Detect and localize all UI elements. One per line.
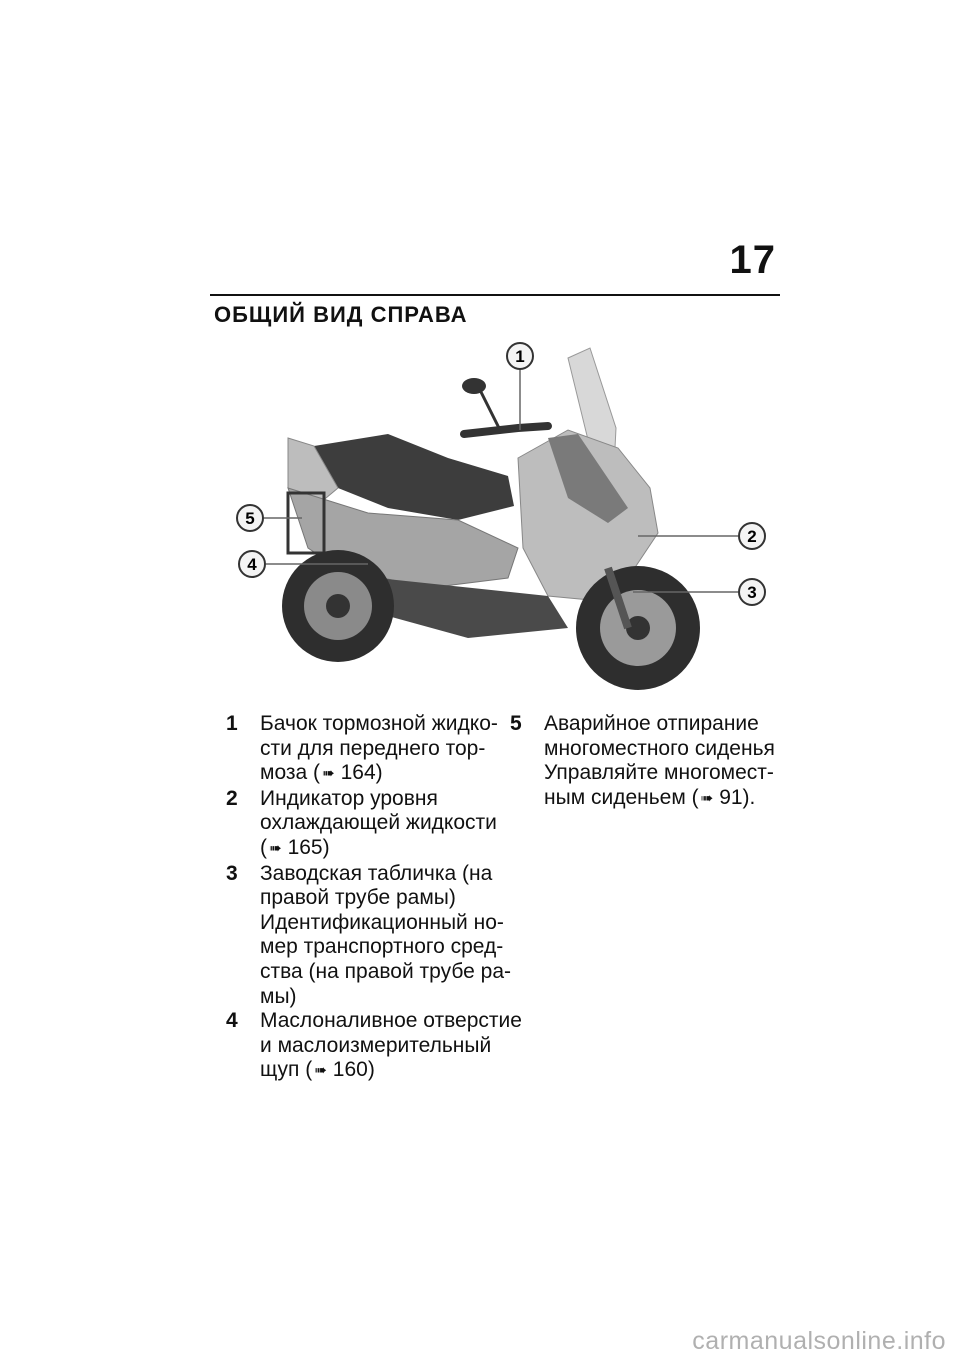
legend-number: 1 xyxy=(226,712,238,735)
page-reference[interactable]: 91). xyxy=(719,785,756,809)
legend-number: 5 xyxy=(510,712,522,735)
callout-5 xyxy=(237,505,263,531)
legend-number: 4 xyxy=(226,1009,238,1033)
legend-text: Индикатор уровня xyxy=(260,786,438,810)
section-title: ОБЩИЙ ВИД СПРАВА xyxy=(214,302,468,327)
callout-2 xyxy=(739,523,765,549)
legend-number: 3 xyxy=(226,861,238,885)
arrow-reference-icon: ➠ xyxy=(269,839,282,857)
legend-text: многоместного сиденья xyxy=(544,736,775,760)
svg-text:2: 2 xyxy=(747,527,757,546)
legend-number: 2 xyxy=(226,786,238,810)
legend-text: Бачок тормозной жидко- xyxy=(260,712,498,735)
legend-text: Управляйте многомест- xyxy=(544,761,774,785)
svg-text:1: 1 xyxy=(515,347,525,366)
arrow-reference-icon: ➠ xyxy=(314,1062,327,1080)
legend-text: моза xyxy=(260,761,308,785)
callout-1 xyxy=(507,343,533,369)
arrow-reference-icon: ➠ xyxy=(700,789,714,807)
page-reference[interactable]: 165) xyxy=(287,835,330,859)
legend-text: мы) xyxy=(260,984,297,1008)
page-reference[interactable]: 160) xyxy=(332,1058,375,1082)
legend-text: ства (на правой трубе ра- xyxy=(260,959,512,983)
legend-text: ным сиденьем xyxy=(544,785,686,809)
svg-text:4: 4 xyxy=(247,555,257,574)
legend-text: Заводская табличка (на xyxy=(260,861,493,885)
svg-text:3: 3 xyxy=(747,583,757,602)
svg-text:5: 5 xyxy=(245,509,255,528)
scooter-illustration xyxy=(218,338,778,690)
callout-3 xyxy=(739,579,765,605)
legend-text: Маслоналивное отверстие xyxy=(260,1009,522,1033)
legend-item-2: 2 Индикатор уровня охлаждающей жидкости ( ➠ 165) xyxy=(226,787,496,862)
legend-text: и маслоизмерительный xyxy=(260,1033,492,1057)
legend-text: правой трубе рамы) xyxy=(260,886,456,910)
legend-text: сти для переднего тор- xyxy=(260,736,486,760)
legend-text: щуп xyxy=(260,1058,300,1082)
legend-item-5: 5 Аварийное отпирание многоместного сиденья Управляйте многомест- ным сиденьем ( ➠ 91). xyxy=(510,712,770,811)
legend-item-1: 1 Бачок тормозной жидко- сти для переднего тор- моза ( ➠ 164) xyxy=(226,712,496,787)
legend-text: мер транспортного сред- xyxy=(260,935,504,959)
legend-right-column xyxy=(510,712,775,811)
page-reference[interactable]: 164) xyxy=(340,761,383,785)
legend-text: Аварийное отпирание xyxy=(544,712,759,735)
legend-text: охлаждающей жидкости xyxy=(260,811,497,835)
legend-item-3 xyxy=(226,861,512,1010)
header-rule xyxy=(210,294,780,296)
watermark: carmanualsonline.info xyxy=(692,1327,946,1355)
arrow-reference-icon: ➠ xyxy=(322,765,335,783)
page-number: 17 xyxy=(729,238,776,282)
legend-left-column xyxy=(226,712,522,1084)
legend-text: Идентификационный но- xyxy=(260,910,504,934)
callout-4 xyxy=(239,551,265,577)
legend-item-4: 4 Маслоналивное отверстие и маслоизмерительный щуп ( ➠ 160) xyxy=(226,1009,496,1084)
